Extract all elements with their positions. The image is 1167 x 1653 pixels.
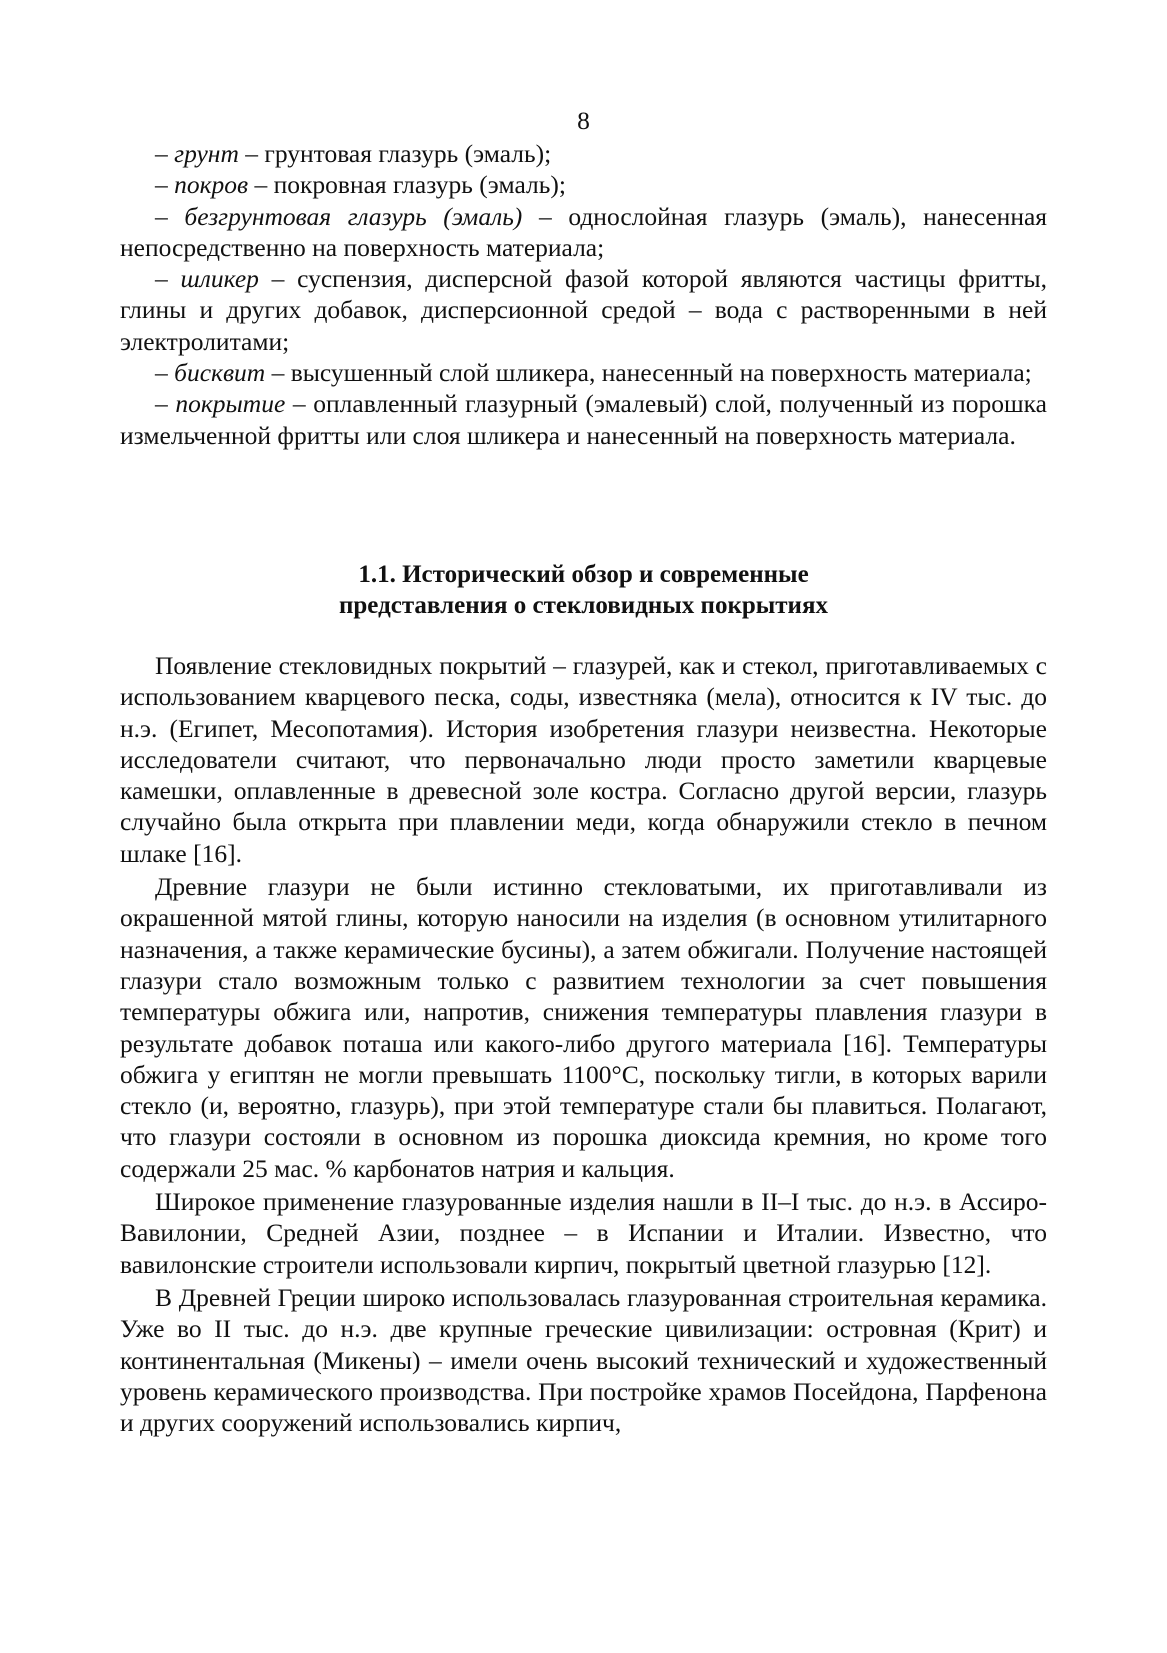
definition-item: – грунт – грунтовая глазурь (эмаль); [155, 139, 552, 168]
paragraph: Появление стекловидных покрытий – глазурей, как и стекол, приготавливаемых с использованием кварцевого песка, соды, известняка (мела), относится к IV тыс. до н.э. (Египет, Месопотамия). История изобретения глазури неизвестна. Некоторые исследователи считают, что первоначально люди просто заметили кварцевые камешки, оплавленные в древесной золе костра. Согласно другой версии, глазурь случайно была открыта при плавлении меди, когда обнаружили стекло в печном шлаке [16]. [120, 651, 1047, 868]
paragraph: Древние глазури не были истинно стекловатыми, их приготавливали из окрашенной мятой глины, которую наносили на изделия (в основном утилитарного назначения, а также керамические бусины), а затем обжигали. Получение настоящей глазури стало возможным только с развитием технологии за счет повышения температуры обжига или, напротив, снижения температуры плавления глазури в результате добавок поташа или какого-либо другого материала [16]. Температуры обжига у египтян не могли превышать 1100°С, поскольку тигли, в которых варили стекло (и, вероятно, глазурь), при этой температуре стали бы плавиться. Полагают, что глазури состояли в основном из порошка диоксида кремния, но кроме того содержали 25 мас. % карбонатов натрия и кальция. [120, 872, 1047, 1183]
definition-term: безгрунтовая глазурь (эмаль) [184, 201, 523, 231]
page-number: 8 [577, 106, 590, 135]
paragraph: В Древней Греции широко использовалась глазурованная строительная керамика. Уже во II тыс. до н.э. две крупные греческие цивилизации: островная (Крит) и континентальная (Микены) – имели очень высокий технический и художественный уровень керамического производства. При постройке храмов Посейдона, Парфенона и других сооружений использовались кирпич, [120, 1282, 1047, 1438]
definition-term: покров [174, 170, 249, 200]
definition-item: – бисквит – высушенный слой шликера, нанесенный на поверхность материала; [155, 358, 1032, 388]
definition-term: грунт [174, 139, 239, 168]
definition-term: покрытие [175, 389, 286, 419]
section-heading-line: 1.1. Исторический обзор и современные [358, 561, 809, 588]
definitions-list [120, 138, 1047, 451]
definition-term: бисквит [174, 358, 266, 388]
definition-item: – покров – покровная глазурь (эмаль); [155, 170, 566, 200]
definition-term: шликер [180, 264, 259, 294]
paragraph: Широкое применение глазурованные изделия нашли в II–I тыс. до н.э. в Ассиро-Вавилонии, Средней Азии, позднее – в Испании и Италии. Известно, что вавилонские строители использовали кирпич, покрытый цветной глазурью [12]. [120, 1187, 1047, 1279]
section-heading [120, 559, 1047, 621]
section-body [120, 650, 1047, 1440]
definition-item: – шликер – суспензия, дисперсной фазой которой являются частицы фритты, глины и других добавок, дисперсионной средой – вода с растворенными в ней электролитами; [120, 264, 1047, 356]
section-heading-line: представления о стекловидных покрытиях [339, 592, 828, 619]
definition-item: – безгрунтовая глазурь (эмаль) – однослойная глазурь (эмаль), нанесенная непосредственно на поверхность материала; [120, 201, 1048, 262]
definition-item: – покрытие – оплавленный глазурный (эмалевый) слой, полученный из порошка измельченной фритты или слоя шликера и нанесенный на поверхность материала. [120, 389, 1048, 450]
